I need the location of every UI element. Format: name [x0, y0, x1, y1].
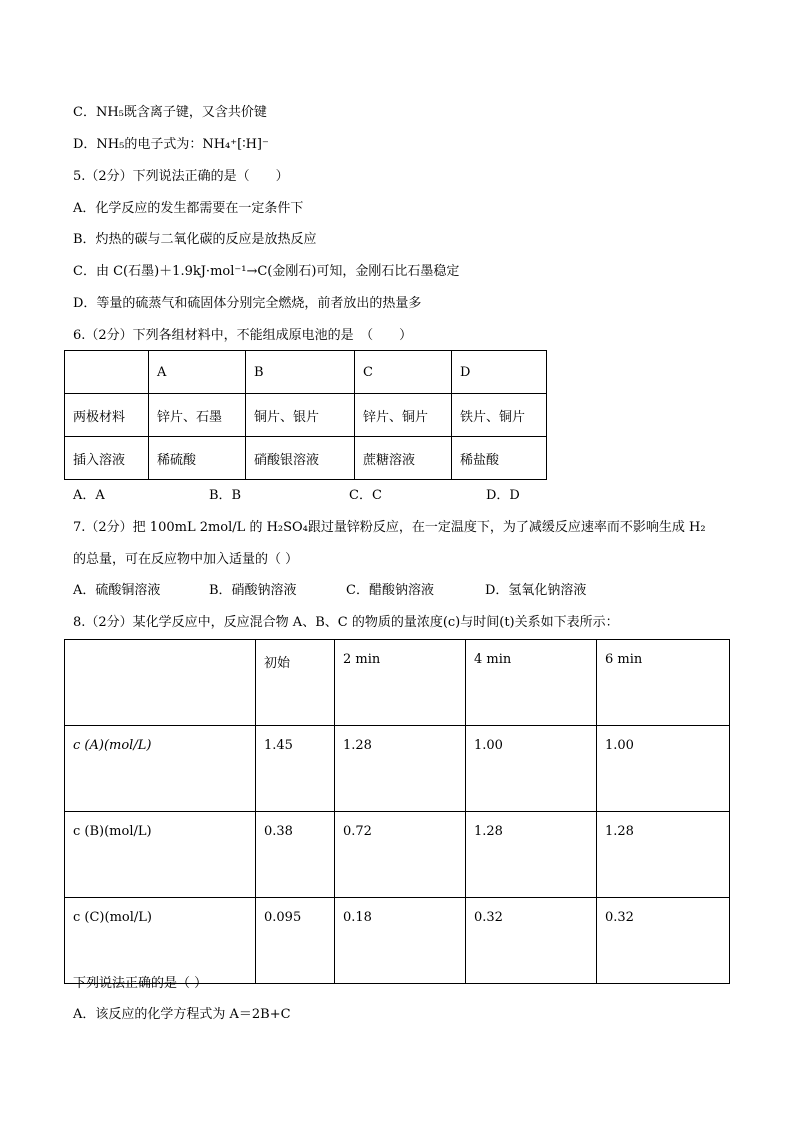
table-cell: c (C)(mol/L)	[65, 898, 256, 984]
table-cell: B	[246, 351, 355, 394]
question-6-option-c: C．C	[349, 488, 382, 503]
table-cell	[65, 351, 149, 394]
table-cell: A	[149, 351, 246, 394]
table-cell: 1.00	[466, 726, 597, 812]
question-7-option-c: C．醋酸钠溶液	[346, 583, 434, 598]
question-7-stem-line1: 7.（2分）把 100mL 2mol/L 的 H₂SO₄跟过量锌粉反应，在一定温度下，为了减缓反应速率而不影响生成 H₂	[73, 520, 706, 535]
question-5-option-d: D．等量的硫蒸气和硫固体分别完全燃烧，前者放出的热量多	[73, 296, 422, 311]
table-cell: 0.095	[256, 898, 335, 984]
question-8-table	[64, 639, 730, 984]
question-7-option-b: B．硝酸钠溶液	[209, 583, 297, 598]
table-row	[65, 640, 730, 726]
table-cell: 1.45	[256, 726, 335, 812]
table-cell: 初始	[256, 640, 335, 726]
table-cell: 1.28	[597, 812, 730, 898]
question-7-option-a: A．硫酸铜溶液	[73, 583, 161, 598]
table-cell: 插入溶液	[65, 437, 149, 480]
question-8-stem: 8.（2分）某化学反应中，反应混合物 A、B、C 的物质的量浓度(c)与时间(t)关系如下表所示：	[73, 615, 619, 630]
table-cell: 0.32	[597, 898, 730, 984]
table-cell: D	[452, 351, 547, 394]
question-6-option-b: B．B	[209, 488, 242, 503]
table-cell: 稀盐酸	[452, 437, 547, 480]
question-5-option-b: B．灼热的碳与二氧化碳的反应是放热反应	[73, 232, 317, 247]
question-6-table	[64, 350, 547, 480]
question-5-option-c: C．由 C(石墨)＋1.9kJ·mol⁻¹→C(金刚石)可知，金刚石比石墨稳定	[73, 264, 460, 279]
table-cell: 6 min	[597, 640, 730, 726]
question-5-stem: 5.（2分）下列说法正确的是（ ）	[73, 169, 289, 184]
table-cell: 锌片、铜片	[355, 394, 452, 437]
question-8-option-a: A．该反应的化学方程式为 A＝2B+C	[73, 1007, 291, 1022]
table-row	[65, 812, 730, 898]
table-cell: 0.38	[256, 812, 335, 898]
option-line-d-nh5: D．NH₅的电子式为：NH₄⁺[∶H]⁻	[73, 137, 269, 152]
table-cell: 0.32	[466, 898, 597, 984]
table-cell: 4 min	[466, 640, 597, 726]
table-row	[65, 898, 730, 984]
table-cell: 硝酸银溶液	[246, 437, 355, 480]
table-row	[65, 351, 547, 394]
table-cell: c (B)(mol/L)	[65, 812, 256, 898]
table-cell: 锌片、石墨	[149, 394, 246, 437]
table-cell: c (A)(mol/L)	[65, 726, 256, 812]
table-cell: 1.28	[466, 812, 597, 898]
table-cell: 稀硫酸	[149, 437, 246, 480]
table-cell: 两极材料	[65, 394, 149, 437]
question-5-option-a: A．化学反应的发生都需要在一定条件下	[73, 201, 304, 216]
table-cell: 铜片、银片	[246, 394, 355, 437]
question-7-option-d: D．氢氧化钠溶液	[485, 583, 587, 598]
table-row	[65, 394, 547, 437]
table-cell: 铁片、铜片	[452, 394, 547, 437]
table-cell: 0.18	[335, 898, 466, 984]
table-cell	[65, 640, 256, 726]
question-8-prompt: 下列说法正确的是（ ）	[73, 976, 208, 991]
table-cell: 2 min	[335, 640, 466, 726]
option-line-c-nh5: C．NH₅既含离子键，又含共价键	[73, 105, 267, 120]
table-cell: 蔗糖溶液	[355, 437, 452, 480]
question-7-stem-line2: 的总量，可在反应物中加入适量的（ ）	[73, 552, 299, 567]
table-cell: C	[355, 351, 452, 394]
table-row	[65, 726, 730, 812]
table-cell: 1.00	[597, 726, 730, 812]
question-6-option-d: D．D	[486, 488, 520, 503]
table-row	[65, 437, 547, 480]
question-6-option-a: A．A	[73, 488, 105, 503]
table-cell: 1.28	[335, 726, 466, 812]
table-cell: 0.72	[335, 812, 466, 898]
question-6-stem: 6.（2分）下列各组材料中，不能组成原电池的是 （ ）	[73, 328, 413, 343]
